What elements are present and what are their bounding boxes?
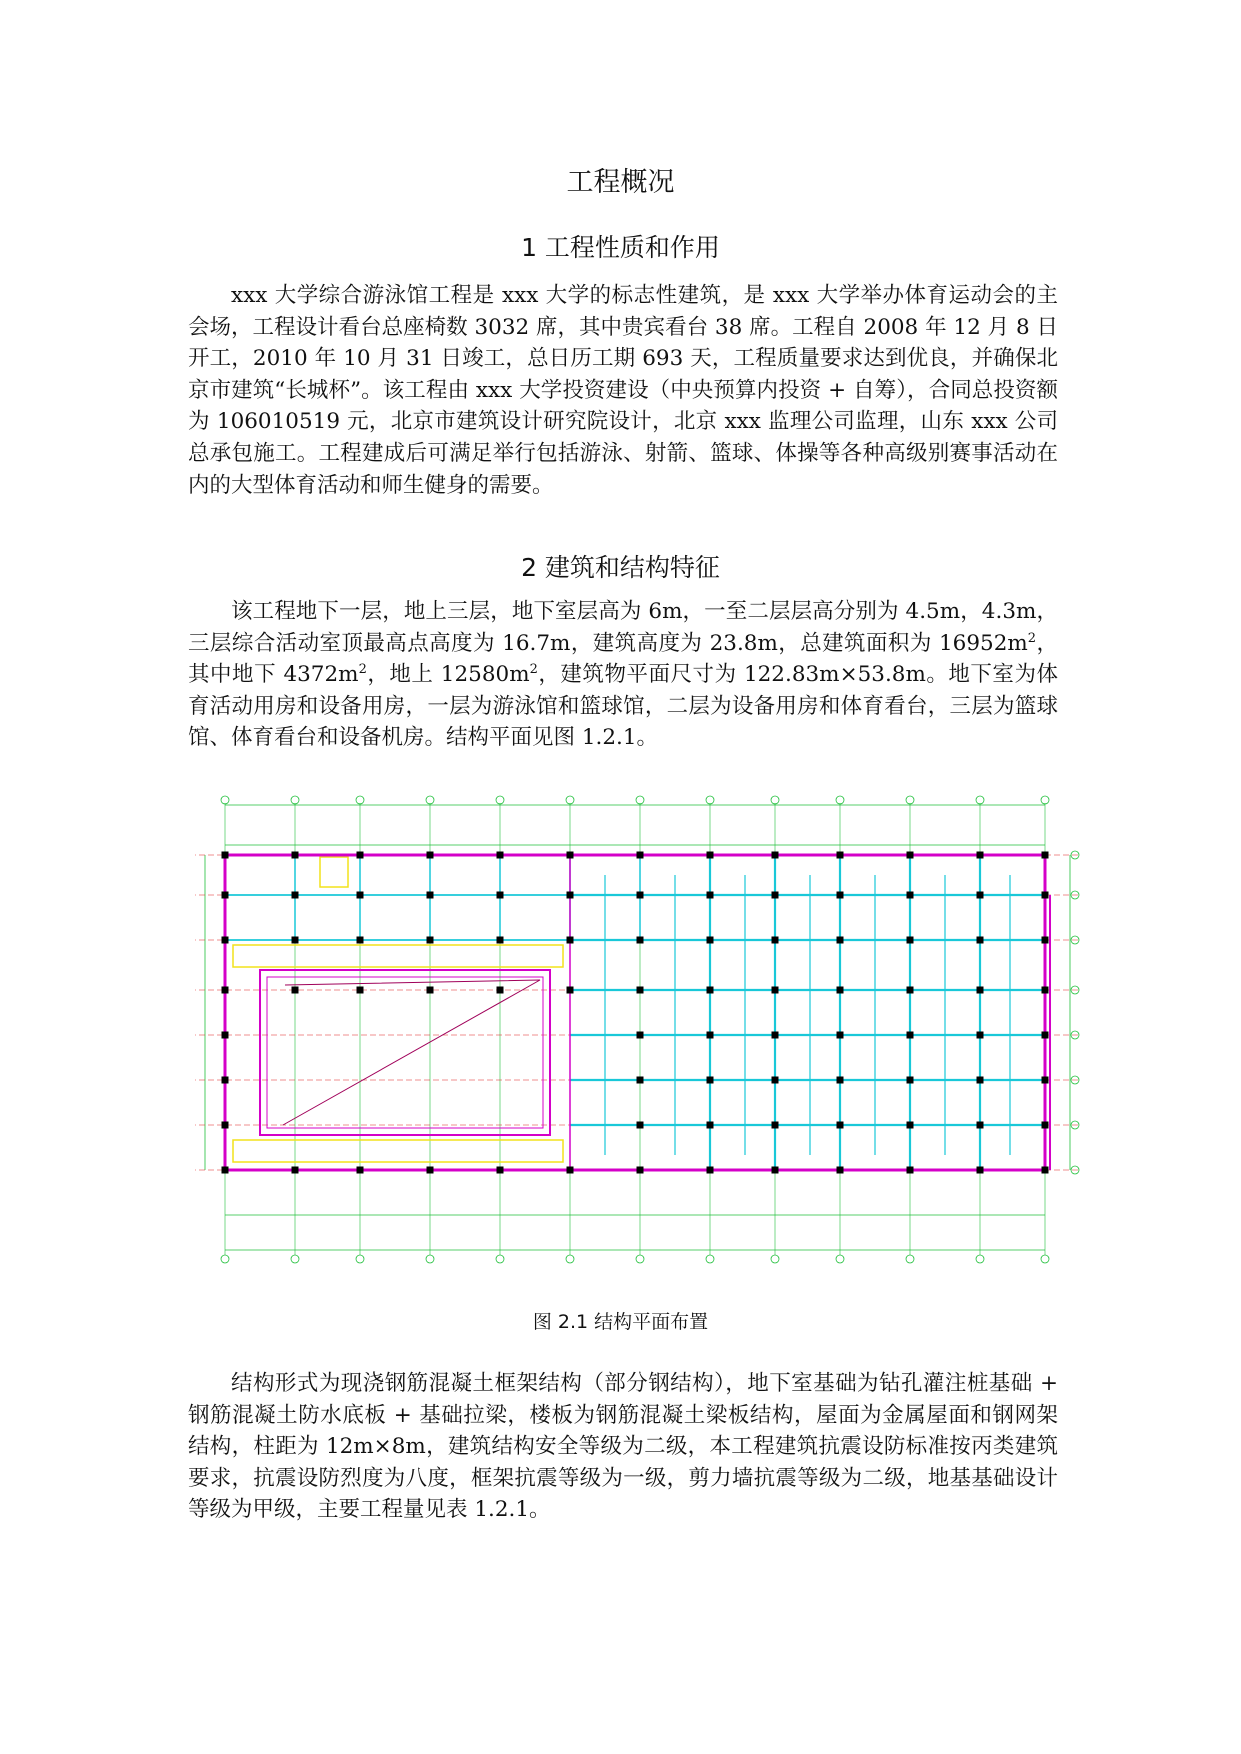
section2-heading: 2 建筑和结构特征 [521,553,720,582]
axis-bubble [906,1255,914,1263]
column [772,987,779,994]
column [977,937,984,944]
axis-bubble [976,1255,984,1263]
axis-bubble [566,796,574,804]
column [222,937,229,944]
column [772,1077,779,1084]
exterior-wall [225,855,1045,1170]
column [707,987,714,994]
column [772,1032,779,1039]
column [637,937,644,944]
axis-bubble [426,796,434,804]
column [1042,1077,1049,1084]
figure-caption: 图 2.1 结构平面布置 [532,1311,709,1333]
column [222,1167,229,1174]
column [837,987,844,994]
column [497,852,504,859]
column [292,852,299,859]
stair [320,857,348,887]
column [427,1167,434,1174]
column [427,937,434,944]
axis-bubble [836,796,844,804]
column [357,987,364,994]
column [977,1077,984,1084]
section1-paragraph: xxx 大学综合游泳馆工程是 xxx 大学的标志性建筑，是 xxx 大学举办体育运动会的主会场，工程设计看台总座椅数 3032 席，其中贵宾看台 38 席。工程自 2008 年 12 月 8 日开工，2010 年 10 月 31 日竣工，总日历工期 693 天，工程质量要求达到优良，并确保北京市建筑“长城杯”。该工程由 xxx 大学投资建设（中央预算内投资 + 自筹），合同总投资额为 106010519 元，北京市建筑设计研究院设计，北京 xxx 监理公司监理，山东 xxx 公司总承包施工。工程建成后可满足举行包括游泳、射箭、篮球、体操等各种高级别赛事活动在内的大型体育活动和师生健身的需要。 [188,283,1058,498]
column [222,1032,229,1039]
column [977,892,984,899]
column [837,1032,844,1039]
column [497,1167,504,1174]
column [837,852,844,859]
axis-bubble [566,1255,574,1263]
stand-strip [233,1140,563,1162]
column [977,1167,984,1174]
stand-strip [233,945,563,967]
column [637,852,644,859]
column [977,987,984,994]
column [707,1032,714,1039]
column [1042,1167,1049,1174]
axis-bubble [356,1255,364,1263]
column [707,1167,714,1174]
axis-bubble [221,796,229,804]
axis-bubble [771,796,779,804]
superscript: 2 [358,662,367,678]
axis-bubble [426,1255,434,1263]
column [837,1077,844,1084]
column [772,1167,779,1174]
axis-bubble [706,796,714,804]
axis-bubble [836,1255,844,1263]
text-run: ，其中地下 4372m [188,630,1058,688]
column [907,1167,914,1174]
column [637,1167,644,1174]
column [907,1077,914,1084]
column [907,987,914,994]
axis-bubble [496,1255,504,1263]
axis-bubble [1041,796,1049,804]
column [772,852,779,859]
column [222,892,229,899]
structural-plan-drawing [195,795,1085,1265]
column [222,987,229,994]
column [222,1122,229,1129]
column [1042,987,1049,994]
axis-bubble [1041,1255,1049,1263]
section2-paragraph1 [188,596,1058,754]
column [357,937,364,944]
column [567,1167,574,1174]
column [427,987,434,994]
column [707,1122,714,1129]
column [907,1032,914,1039]
column [907,892,914,899]
column [772,892,779,899]
column [292,1167,299,1174]
column [1042,937,1049,944]
column [357,852,364,859]
column [292,892,299,899]
pool-outline [260,970,550,1135]
column [427,892,434,899]
text-run: ，地上 12580m [366,662,530,688]
column [977,852,984,859]
column [977,1032,984,1039]
column [292,937,299,944]
column [907,1122,914,1129]
column [707,892,714,899]
column [567,987,574,994]
column [567,892,574,899]
axis-bubble [356,796,364,804]
section1-heading: 1 工程性质和作用 [521,233,720,262]
axis-bubble [291,796,299,804]
axis-bubble [496,796,504,804]
column [907,937,914,944]
column [292,987,299,994]
axis-bubble [771,1255,779,1263]
column [637,987,644,994]
slope-line [283,980,540,1125]
column [772,937,779,944]
axis-bubble [291,1255,299,1263]
column [1042,1122,1049,1129]
column [1042,852,1049,859]
column [837,1167,844,1174]
column [637,1077,644,1084]
column [637,892,644,899]
column [707,937,714,944]
section2-paragraph2: 结构形式为现浇钢筋混凝土框架结构（部分钢结构），地下室基础为钻孔灌注桩基础 + 钢筋混凝土防水底板 + 基础拉梁，楼板为钢筋混凝土梁板结构，屋面为金属屋面和钢网架结构，柱距为 12m×8m，建筑结构安全等级为二级，本工程建筑抗震设防标准按丙类建筑要求，抗震设防烈度为八度，框架抗震等级为一级，剪力墙抗震等级为二级，地基基础设计等级为甲级，主要工程量见表 1.2.1。 [188,1371,1058,1523]
column [1042,1032,1049,1039]
axis-bubble [976,796,984,804]
column [772,1122,779,1129]
column [1042,892,1049,899]
pool-inner [267,977,543,1128]
superscript: 2 [529,662,538,678]
column [497,892,504,899]
text-run: ，建筑物平面尺寸为 122.83m×53.8m。地下室为体育活动用房和设备用房，一层为游泳馆和篮球馆，二层为设备用房和体育看台，三层为篮球馆、体育看台和设备机房。结构平面见图 1.2.1。 [188,662,1058,751]
axis-bubble [636,796,644,804]
column [637,1122,644,1129]
column [222,1077,229,1084]
column [567,852,574,859]
column [222,852,229,859]
axis-bubble [221,1255,229,1263]
text-run: 该工程地下一层，地上三层，地下室层高为 6m，一至二层层高分别为 4.5m，4.3m，三层综合活动室顶最高点高度为 16.7m，建筑高度为 23.8m，总建筑面积为 16952m [188,599,1058,656]
axis-bubble [636,1255,644,1263]
column [707,1077,714,1084]
column [427,852,434,859]
column [497,987,504,994]
column [837,892,844,899]
axis-bubble [706,1255,714,1263]
superscript: 2 [1027,630,1037,646]
column [907,852,914,859]
column [977,1122,984,1129]
column [497,937,504,944]
axis-bubble [906,796,914,804]
column [357,892,364,899]
document-title: 工程概况 [566,167,675,198]
column [837,937,844,944]
column [637,1032,644,1039]
column [567,937,574,944]
column [707,852,714,859]
column [357,1167,364,1174]
column [837,1122,844,1129]
